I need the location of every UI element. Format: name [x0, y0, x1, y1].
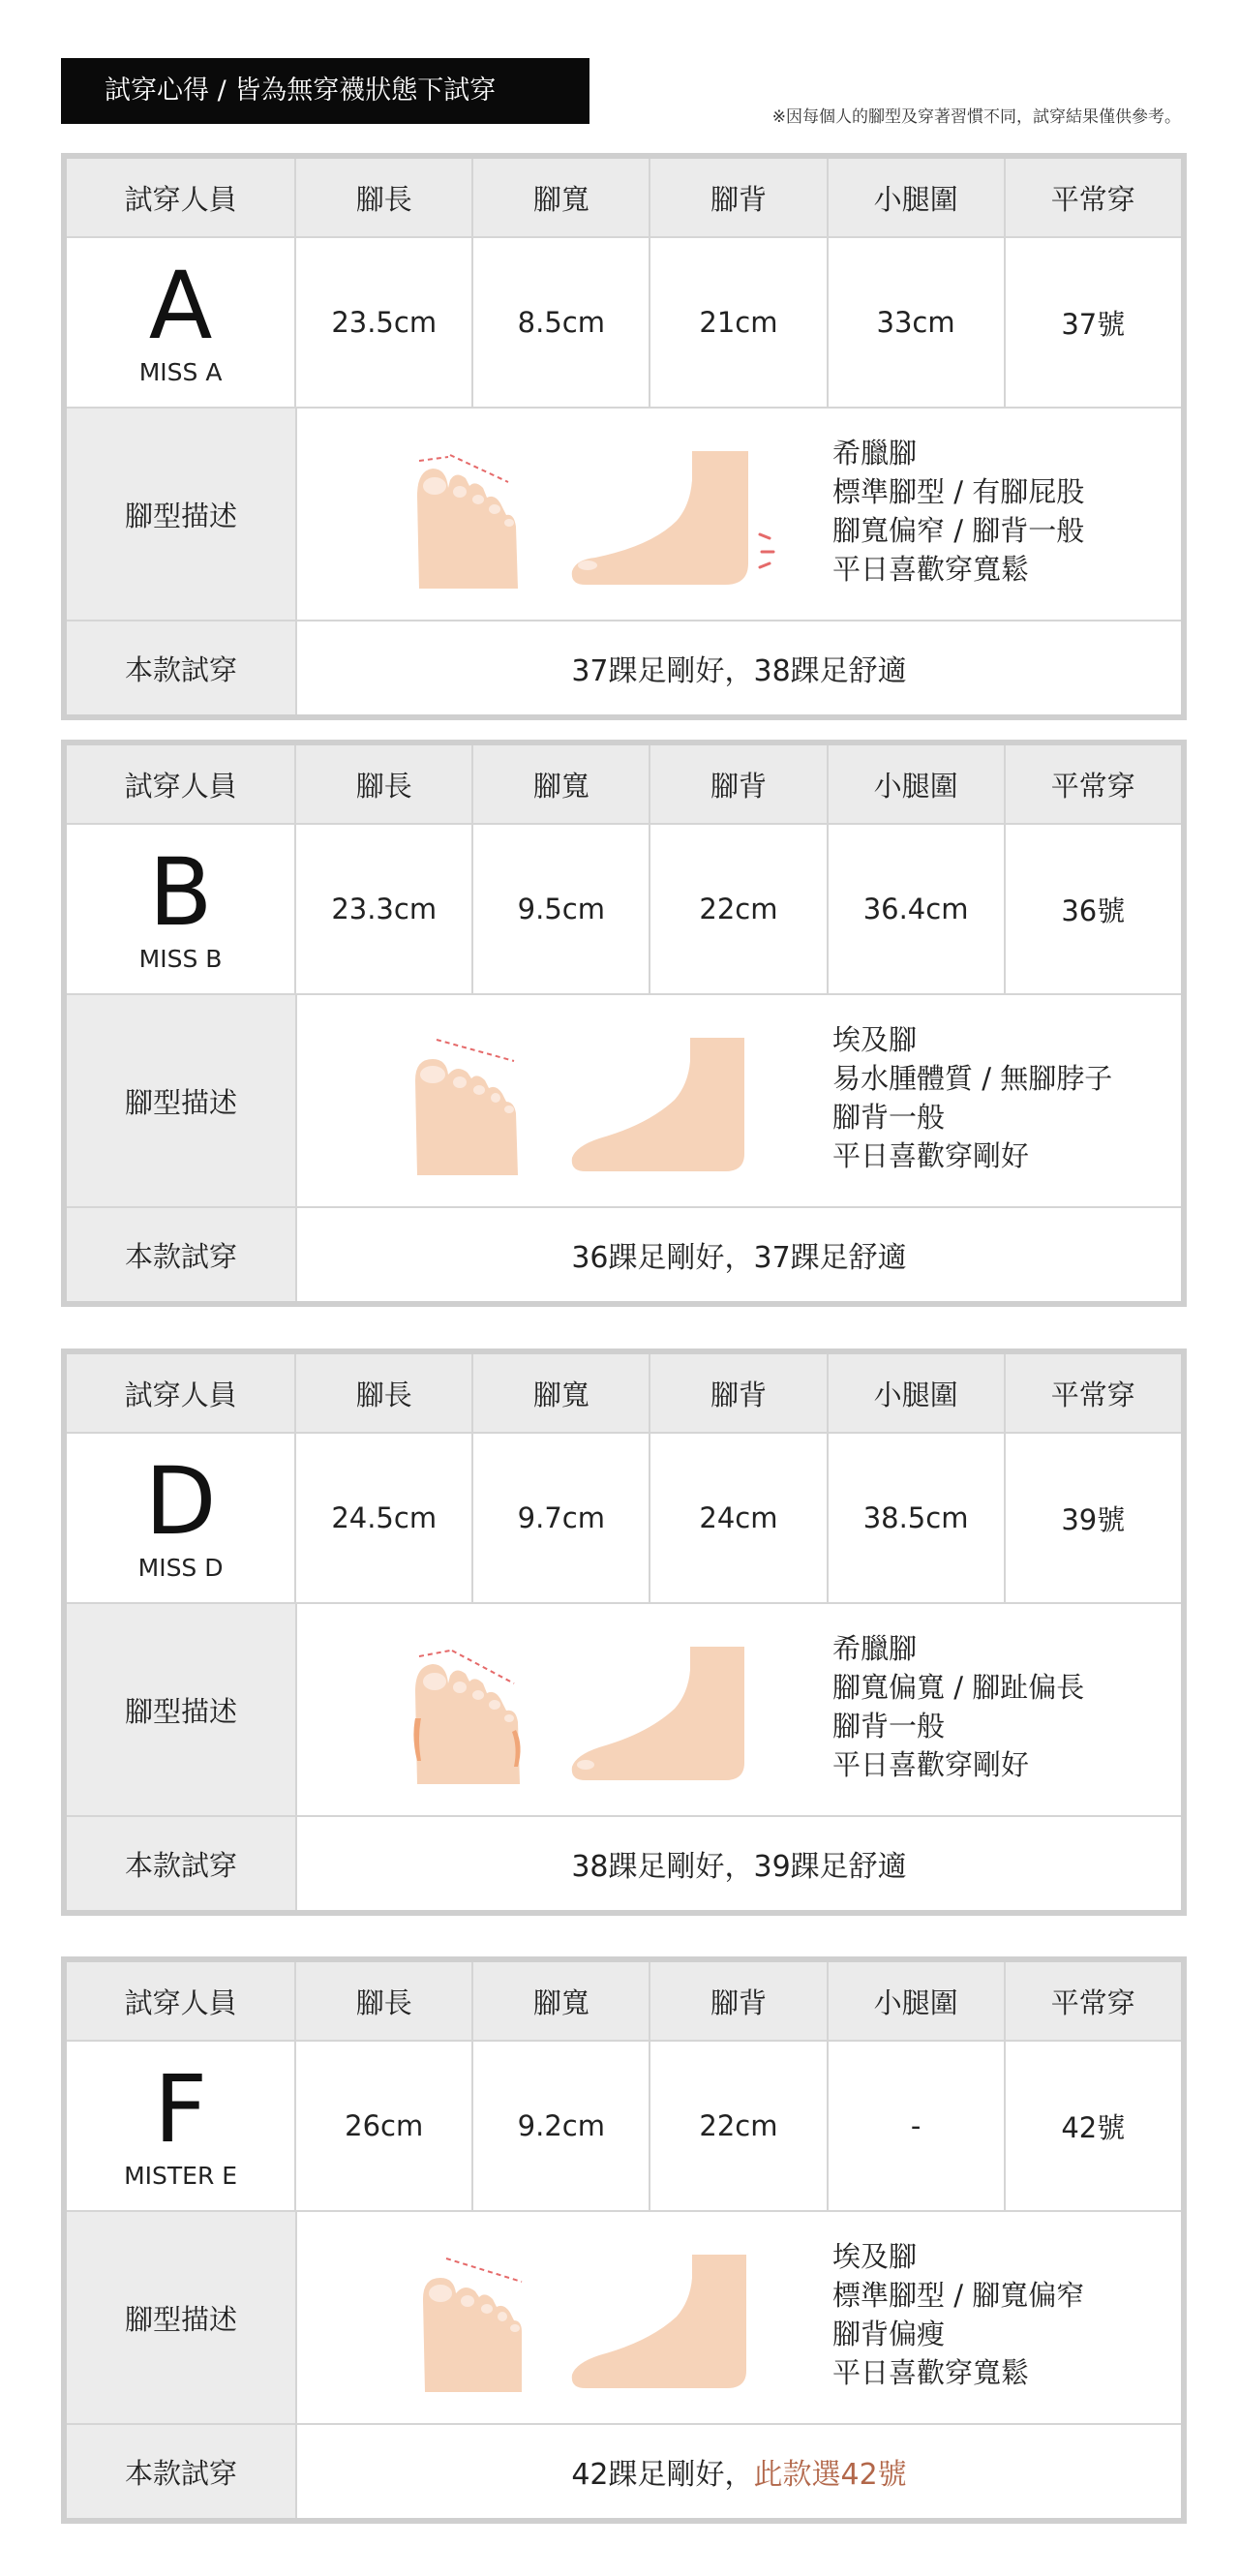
fit-text: 42踝足剛好， [571, 2458, 754, 2492]
col-header-length: 腳長 [296, 1354, 473, 1432]
tester-letter: B [148, 837, 213, 947]
measurement-row [67, 238, 1181, 409]
foot-type-text [832, 434, 1084, 589]
foot-type-line: 平日喜歡穿剛好 [832, 1139, 1030, 1172]
usual-size-value: 37號 [1061, 307, 1126, 341]
foot-type-line: 標準腳型 / 腳寬偏窄 [832, 2279, 1085, 2312]
side-foot-illustration [570, 1038, 783, 1173]
col-header-usual-size: 平常穿 [1006, 1962, 1181, 2040]
description-content [297, 1604, 1181, 1815]
calf-value: 38.5cm [829, 1434, 1006, 1602]
greek-toes-illustration [413, 445, 528, 589]
fit-highlight: 此款選42號 [753, 2458, 907, 2492]
fit-row [67, 621, 1181, 714]
foot-width-value: 8.5cm [473, 238, 650, 407]
disclaimer-note: ※因每個人的腳型及穿著習慣不同，試穿結果僅供參考。 [771, 107, 1181, 127]
col-header-tester: 試穿人員 [67, 1962, 296, 2040]
tester-letter: A [148, 251, 213, 360]
page-title: 試穿心得 / 皆為無穿襪狀態下試穿 [61, 58, 589, 124]
tester-letter: F [153, 2054, 208, 2164]
col-header-width: 腳寬 [473, 1962, 650, 2040]
calf-value: 33cm [829, 238, 1006, 407]
instep-value: 21cm [650, 238, 828, 407]
tester-name: MISS A [138, 357, 223, 386]
tester-card-d [61, 1349, 1187, 1916]
description-label: 腳型描述 [67, 1604, 297, 1815]
description-content [297, 995, 1181, 1206]
foot-type-line: 腳寬偏窄 / 腳背一般 [832, 514, 1085, 547]
foot-type-line: 腳背一般 [832, 1101, 946, 1134]
foot-type-line: 腳寬偏寬 / 腳趾偏長 [832, 1671, 1085, 1704]
calf-value: - [829, 2042, 1006, 2210]
usual-size-value: 39號 [1061, 1502, 1126, 1536]
col-header-calf: 小腿圍 [829, 745, 1006, 823]
col-header-usual-size: 平常穿 [1006, 745, 1181, 823]
col-header-calf: 小腿圍 [829, 1354, 1006, 1432]
description-row [67, 2212, 1181, 2425]
foot-type-line: 埃及腳 [832, 1023, 918, 1056]
col-header-length: 腳長 [296, 1962, 473, 2040]
tester-id [67, 1434, 296, 1602]
tester-name: MISS B [138, 944, 223, 973]
foot-type-text [832, 2237, 1084, 2392]
usual-size-value: 36號 [1061, 894, 1126, 927]
fit-text: 38踝足剛好，39踝足舒適 [571, 1850, 907, 1884]
col-header-width: 腳寬 [473, 745, 650, 823]
fit-result [297, 2425, 1181, 2518]
side-foot-illustration [570, 1647, 783, 1782]
col-header-tester: 試穿人員 [67, 1354, 296, 1432]
col-header-length: 腳長 [296, 159, 473, 236]
fit-row [67, 2425, 1181, 2518]
tester-card-a [61, 153, 1187, 720]
description-content [297, 409, 1181, 620]
description-row [67, 409, 1181, 621]
tester-id [67, 2042, 296, 2210]
description-row [67, 1604, 1181, 1817]
header-row [67, 745, 1181, 825]
foot-length-value: 26cm [296, 2042, 473, 2210]
header-row [67, 1962, 1181, 2042]
col-header-calf: 小腿圍 [829, 159, 1006, 236]
foot-type-text [832, 1629, 1084, 1784]
calf-value: 36.4cm [829, 825, 1006, 993]
fit-text: 36踝足剛好，37踝足舒適 [571, 1241, 907, 1275]
tester-letter: D [144, 1446, 217, 1556]
description-content [297, 2212, 1181, 2423]
fit-result [297, 1208, 1181, 1301]
tester-name: MISS D [137, 1553, 224, 1582]
fit-result [297, 621, 1181, 714]
description-label: 腳型描述 [67, 995, 297, 1206]
col-header-width: 腳寬 [473, 159, 650, 236]
foot-type-text [832, 1020, 1112, 1175]
col-header-calf: 小腿圍 [829, 1962, 1006, 2040]
fit-row [67, 1817, 1181, 1910]
header-row [67, 159, 1181, 238]
foot-type-line: 埃及腳 [832, 2240, 918, 2273]
foot-type-line: 平日喜歡穿寬鬆 [832, 2356, 1030, 2389]
fit-label: 本款試穿 [67, 1208, 297, 1301]
foot-type-line: 易水腫體質 / 無腳脖子 [832, 1062, 1113, 1095]
description-row [67, 995, 1181, 1208]
foot-type-line: 腳背一般 [832, 1710, 946, 1743]
description-label: 腳型描述 [67, 2212, 297, 2423]
foot-type-line: 希臘腳 [832, 1632, 918, 1665]
foot-length-value: 24.5cm [296, 1434, 473, 1602]
egyptian-toes-illustration [413, 1032, 528, 1175]
col-header-instep: 腳背 [650, 745, 828, 823]
instep-value: 22cm [650, 825, 828, 993]
fit-label: 本款試穿 [67, 2425, 297, 2518]
col-header-instep: 腳背 [650, 159, 828, 236]
foot-type-line: 標準腳型 / 有腳屁股 [832, 475, 1085, 508]
foot-type-line: 希臘腳 [832, 437, 918, 470]
foot-length-value: 23.3cm [296, 825, 473, 993]
col-header-tester: 試穿人員 [67, 745, 296, 823]
usual-size-value: 42號 [1061, 2110, 1126, 2144]
fit-row [67, 1208, 1181, 1301]
col-header-instep: 腳背 [650, 1962, 828, 2040]
col-header-instep: 腳背 [650, 1354, 828, 1432]
fit-result [297, 1817, 1181, 1910]
tester-id [67, 238, 296, 407]
tester-card-f [61, 1956, 1187, 2524]
instep-value: 22cm [650, 2042, 828, 2210]
foot-width-value: 9.7cm [473, 1434, 650, 1602]
col-header-usual-size: 平常穿 [1006, 1354, 1181, 1432]
fit-label: 本款試穿 [67, 1817, 297, 1910]
foot-width-value: 9.5cm [473, 825, 650, 993]
foot-width-value: 9.2cm [473, 2042, 650, 2210]
greek-wide-toes-illustration [413, 1641, 528, 1784]
col-header-length: 腳長 [296, 745, 473, 823]
measurement-row [67, 825, 1181, 995]
description-label: 腳型描述 [67, 409, 297, 620]
side-foot-illustration [570, 451, 783, 587]
tester-name: MISTER E [124, 2161, 238, 2190]
header-row [67, 1354, 1181, 1434]
foot-type-line: 平日喜歡穿寬鬆 [832, 553, 1030, 586]
foot-length-value: 23.5cm [296, 238, 473, 407]
foot-type-line: 腳背偏瘦 [832, 2318, 946, 2350]
tester-id [67, 825, 296, 993]
fit-text: 37踝足剛好，38踝足舒適 [571, 654, 907, 688]
foot-type-line: 平日喜歡穿剛好 [832, 1748, 1030, 1781]
measurement-row [67, 2042, 1181, 2212]
side-foot-illustration [570, 2255, 783, 2390]
col-header-width: 腳寬 [473, 1354, 650, 1432]
instep-value: 24cm [650, 1434, 828, 1602]
fit-label: 本款試穿 [67, 621, 297, 714]
egyptian-toes-illustration [413, 2249, 528, 2392]
col-header-usual-size: 平常穿 [1006, 159, 1181, 236]
measurement-row [67, 1434, 1181, 1604]
tester-card-b [61, 740, 1187, 1307]
col-header-tester: 試穿人員 [67, 159, 296, 236]
